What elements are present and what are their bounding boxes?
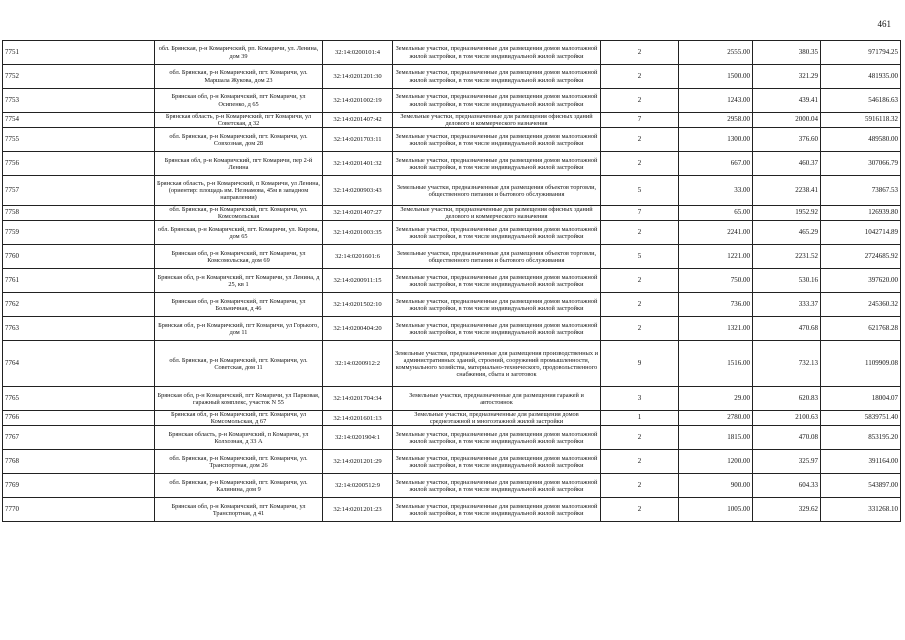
specific-value-cell: 325.97 (753, 450, 821, 474)
area-cell: 1516.00 (679, 341, 753, 387)
use-group-cell: 2 (601, 152, 679, 176)
table-row (3, 387, 901, 411)
cadastral-number-cell: 32:14:0201201:30 (323, 65, 393, 89)
cadastral-number-cell: 32:14:0200911:15 (323, 269, 393, 293)
use-group-cell: 7 (601, 206, 679, 221)
use-group-cell: 9 (601, 341, 679, 387)
cadastral-value-cell: 1042714.89 (821, 221, 901, 245)
row-number: 7765 (3, 387, 155, 411)
cadastral-number-cell: 32:14:0201601:6 (323, 245, 393, 269)
row-number: 7752 (3, 65, 155, 89)
area-cell: 1200.00 (679, 450, 753, 474)
area-cell: 65.00 (679, 206, 753, 221)
cadastral-value-cell: 2724685.92 (821, 245, 901, 269)
row-number: 7768 (3, 450, 155, 474)
cadastral-value-cell: 245360.32 (821, 293, 901, 317)
area-cell: 2780.00 (679, 411, 753, 426)
cadastral-number-cell: 32:14:0201401:32 (323, 152, 393, 176)
land-use-cell: Земельные участки, предназначенные для размещения домов малоэтажной жилой застройки, в том числе индивидуальной жилой застройки (393, 450, 601, 474)
address-cell: Брянская область, р-н Комаричский, п Комаричи, ул Ленина, (ориентир: площадь им. Незнамова, 45м в западном направлении) (155, 176, 323, 206)
land-use-cell: Земельные участки, предназначенные для размещения домов малоэтажной жилой застройки, в том числе индивидуальной жилой застройки (393, 317, 601, 341)
cadastral-value-cell: 307066.79 (821, 152, 901, 176)
page-number: 461 (877, 19, 891, 29)
land-use-cell: Земельные участки, предназначенные для размещения офисных зданий делового и коммерческого назначения (393, 206, 601, 221)
specific-value-cell: 321.29 (753, 65, 821, 89)
table-row (3, 176, 901, 206)
specific-value-cell: 2000.04 (753, 113, 821, 128)
cadastral-number-cell: 32:14:0200912:2 (323, 341, 393, 387)
cadastral-number-cell: 32:14:0201601:13 (323, 411, 393, 426)
address-cell: Брянская обл, р-н Комаричский, пгт Комаричи, ул Больничная, д 46 (155, 293, 323, 317)
cadastral-number-cell: 32:14:0201407:27 (323, 206, 393, 221)
row-number: 7766 (3, 411, 155, 426)
specific-value-cell: 465.29 (753, 221, 821, 245)
cadastral-value-cell: 331268.10 (821, 498, 901, 522)
address-cell: обл. Брянская, р-н Комаричский, пгт. Комаричи, ул. Советская, дом 11 (155, 341, 323, 387)
use-group-cell: 5 (601, 245, 679, 269)
table-row (3, 269, 901, 293)
area-cell: 900.00 (679, 474, 753, 498)
row-number: 7759 (3, 221, 155, 245)
row-number: 7754 (3, 113, 155, 128)
table-row (3, 450, 901, 474)
use-group-cell: 5 (601, 176, 679, 206)
address-cell: Брянская обл, р-н Комаричский, пгт Комаричи, пер 2-й Ленина (155, 152, 323, 176)
specific-value-cell: 376.60 (753, 128, 821, 152)
land-use-cell: Земельные участки, предназначенные для размещения производственных и административных зданий, строений, сооружений промышленности, коммунального хозяйства, материально-технического, продовольственного снабжения, сбыта и заготовок (393, 341, 601, 387)
cadastral-number-cell: 32:14:0200404:20 (323, 317, 393, 341)
cadastral-number-cell: 32:14:0200101:4 (323, 41, 393, 65)
specific-value-cell: 329.62 (753, 498, 821, 522)
row-number: 7769 (3, 474, 155, 498)
use-group-cell: 2 (601, 89, 679, 113)
cadastral-number-cell: 32:14:0201502:10 (323, 293, 393, 317)
table-row (3, 341, 901, 387)
table-row (3, 128, 901, 152)
row-number: 7761 (3, 269, 155, 293)
specific-value-cell: 470.68 (753, 317, 821, 341)
address-cell: Брянская обл, р-н Комаричский, пгт Комаричи, ул Горького, дом 11 (155, 317, 323, 341)
specific-value-cell: 530.16 (753, 269, 821, 293)
area-cell: 2958.00 (679, 113, 753, 128)
cadastral-number-cell: 32:14:0201003:35 (323, 221, 393, 245)
area-cell: 33.00 (679, 176, 753, 206)
cadastral-number-cell: 32:14:0201407:42 (323, 113, 393, 128)
use-group-cell: 2 (601, 450, 679, 474)
row-number: 7767 (3, 426, 155, 450)
use-group-cell: 2 (601, 221, 679, 245)
address-cell: обл. Брянская, р-н Комаричский, рп. Комаричи, ул. Ленина, дом 39 (155, 41, 323, 65)
specific-value-cell: 732.13 (753, 341, 821, 387)
cadastral-value-cell: 546186.63 (821, 89, 901, 113)
cadastral-value-cell: 397620.00 (821, 269, 901, 293)
land-use-cell: Земельные участки, предназначенные для размещения домов малоэтажной жилой застройки, в том числе индивидуальной жилой застройки (393, 65, 601, 89)
area-cell: 1221.00 (679, 245, 753, 269)
specific-value-cell: 1952.92 (753, 206, 821, 221)
table-row (3, 474, 901, 498)
address-cell: Брянская область, р-н Комаричский, п Комаричи, ул Колхозная, д 33 А (155, 426, 323, 450)
table-row (3, 113, 901, 128)
use-group-cell: 2 (601, 65, 679, 89)
table-row (3, 65, 901, 89)
address-cell: Брянская обл, р-н Комаричский, пгт Комаричи, ул Ленина, д 25, кв 1 (155, 269, 323, 293)
table-row (3, 317, 901, 341)
address-cell: обл. Брянская, р-н Комаричский, пгт. Комаричи, ул. Транспортная, дом 26 (155, 450, 323, 474)
cadastral-value-cell: 391164.00 (821, 450, 901, 474)
table-row (3, 498, 901, 522)
specific-value-cell: 470.08 (753, 426, 821, 450)
cadastral-value-cell: 481935.00 (821, 65, 901, 89)
row-number: 7751 (3, 41, 155, 65)
use-group-cell: 2 (601, 317, 679, 341)
table-row (3, 293, 901, 317)
table-row (3, 411, 901, 426)
table-row (3, 221, 901, 245)
cadastral-value-cell: 489580.00 (821, 128, 901, 152)
area-cell: 1815.00 (679, 426, 753, 450)
use-group-cell: 2 (601, 474, 679, 498)
address-cell: Брянская обл, р-н Комаричский, пгт Комаричи, ул Транспортная, д 41 (155, 498, 323, 522)
specific-value-cell: 333.37 (753, 293, 821, 317)
cadastral-value-table (2, 40, 901, 522)
use-group-cell: 2 (601, 426, 679, 450)
address-cell: Брянская обл, р-н Комаричский, пгт Комаричи, ул Комсомольская, дом 69 (155, 245, 323, 269)
area-cell: 1300.00 (679, 128, 753, 152)
cadastral-value-cell: 5839751.40 (821, 411, 901, 426)
table-row (3, 89, 901, 113)
specific-value-cell: 2231.52 (753, 245, 821, 269)
land-use-cell: Земельные участки, предназначенные для размещения объектов торговли, общественного питания и бытового обслуживания (393, 176, 601, 206)
land-use-cell: Земельные участки, предназначенные для размещения домов малоэтажной жилой застройки, в том числе индивидуальной жилой застройки (393, 41, 601, 65)
land-use-cell: Земельные участки, предназначенные для размещения домов малоэтажной жилой застройки, в том числе индивидуальной жилой застройки (393, 293, 601, 317)
specific-value-cell: 460.37 (753, 152, 821, 176)
table-row (3, 245, 901, 269)
area-cell: 750.00 (679, 269, 753, 293)
cadastral-value-cell: 853195.20 (821, 426, 901, 450)
row-number: 7757 (3, 176, 155, 206)
land-use-cell: Земельные участки, предназначенные для размещения домов малоэтажной жилой застройки, в том числе индивидуальной жилой застройки (393, 426, 601, 450)
area-cell: 667.00 (679, 152, 753, 176)
row-number: 7764 (3, 341, 155, 387)
area-cell: 2241.00 (679, 221, 753, 245)
cadastral-value-cell: 5916118.32 (821, 113, 901, 128)
specific-value-cell: 2238.41 (753, 176, 821, 206)
land-use-cell: Земельные участки, предназначенные для размещения объектов торговли, общественного питания и бытового обслуживания (393, 245, 601, 269)
address-cell: обл. Брянская, р-н Комаричский, пгт. Комаричи, ул. Кирова, дом 65 (155, 221, 323, 245)
use-group-cell: 3 (601, 387, 679, 411)
row-number: 7763 (3, 317, 155, 341)
land-use-cell: Земельные участки, предназначенные для размещения домов малоэтажной жилой застройки, в том числе индивидуальной жилой застройки (393, 89, 601, 113)
specific-value-cell: 439.41 (753, 89, 821, 113)
cadastral-number-cell: 32:14:0200903:43 (323, 176, 393, 206)
table-row (3, 152, 901, 176)
address-cell: Брянская обл, р-н Комаричский, пгт Комаричи, ул Парковая, гаражный комплекс, участок N 55 (155, 387, 323, 411)
land-use-cell: Земельные участки, предназначенные для размещения домов малоэтажной жилой застройки, в том числе индивидуальной жилой застройки (393, 498, 601, 522)
land-use-cell: Земельные участки, предназначенные для размещения гаражей и автостоянок (393, 387, 601, 411)
table-row (3, 206, 901, 221)
area-cell: 29.00 (679, 387, 753, 411)
row-number: 7756 (3, 152, 155, 176)
specific-value-cell: 380.35 (753, 41, 821, 65)
area-cell: 736.00 (679, 293, 753, 317)
row-number: 7755 (3, 128, 155, 152)
land-use-cell: Земельные участки, предназначенные для размещения офисных зданий делового и коммерческого назначения (393, 113, 601, 128)
area-cell: 1321.00 (679, 317, 753, 341)
use-group-cell: 7 (601, 113, 679, 128)
cadastral-value-cell: 126939.80 (821, 206, 901, 221)
cadastral-number-cell: 32:14:0201201:29 (323, 450, 393, 474)
cadastral-number-cell: 32:14:0201704:34 (323, 387, 393, 411)
use-group-cell: 2 (601, 269, 679, 293)
use-group-cell: 1 (601, 411, 679, 426)
cadastral-value-cell: 543897.00 (821, 474, 901, 498)
address-cell: Брянская область, р-н Комаричский, пгт Комаричи, ул Советская, д 32 (155, 113, 323, 128)
land-use-cell: Земельные участки, предназначенные для размещения домов среднеэтажной и многоэтажной жилой застройки (393, 411, 601, 426)
cadastral-value-cell: 971794.25 (821, 41, 901, 65)
address-cell: обл. Брянская, р-н Комаричский, пгт. Комаричи, ул. Калинина, дом 9 (155, 474, 323, 498)
specific-value-cell: 620.83 (753, 387, 821, 411)
use-group-cell: 2 (601, 498, 679, 522)
address-cell: Брянская обл, р-н Комаричский, пгт. Комаричи, ул Комсомольская, д 67 (155, 411, 323, 426)
land-use-cell: Земельные участки, предназначенные для размещения домов малоэтажной жилой застройки, в том числе индивидуальной жилой застройки (393, 128, 601, 152)
cadastral-number-cell: 32:14:0201703:11 (323, 128, 393, 152)
cadastral-value-cell: 18004.07 (821, 387, 901, 411)
row-number: 7762 (3, 293, 155, 317)
specific-value-cell: 604.33 (753, 474, 821, 498)
use-group-cell: 2 (601, 128, 679, 152)
specific-value-cell: 2100.63 (753, 411, 821, 426)
cadastral-value-cell: 621768.28 (821, 317, 901, 341)
address-cell: обл. Брянская, р-н Комаричский, пгт. Комаричи, ул. Маршала Жукова, дом 23 (155, 65, 323, 89)
area-cell: 2555.00 (679, 41, 753, 65)
cadastral-number-cell: 32:14:0201002:19 (323, 89, 393, 113)
address-cell: Брянская обл, р-н Комаричский, пгт Комаричи, ул Осипенко, д 65 (155, 89, 323, 113)
land-use-cell: Земельные участки, предназначенные для размещения домов малоэтажной жилой застройки, в том числе индивидуальной жилой застройки (393, 474, 601, 498)
row-number: 7758 (3, 206, 155, 221)
cadastral-value-cell: 73867.53 (821, 176, 901, 206)
table-row (3, 41, 901, 65)
cadastral-number-cell: 32:14:0201904:1 (323, 426, 393, 450)
cadastral-number-cell: 32:14:0201201:23 (323, 498, 393, 522)
cadastral-number-cell: 32:14:0200512:9 (323, 474, 393, 498)
land-use-cell: Земельные участки, предназначенные для размещения домов малоэтажной жилой застройки, в том числе индивидуальной жилой застройки (393, 152, 601, 176)
land-use-cell: Земельные участки, предназначенные для размещения домов малоэтажной жилой застройки, в том числе индивидуальной жилой застройки (393, 269, 601, 293)
land-use-cell: Земельные участки, предназначенные для размещения домов малоэтажной жилой застройки, в том числе индивидуальной жилой застройки (393, 221, 601, 245)
cadastral-value-cell: 1109909.08 (821, 341, 901, 387)
area-cell: 1005.00 (679, 498, 753, 522)
row-number: 7760 (3, 245, 155, 269)
row-number: 7753 (3, 89, 155, 113)
address-cell: обл. Брянская, р-н Комаричский, пгт. Комаричи, ул. Комсомольская (155, 206, 323, 221)
table-row (3, 426, 901, 450)
area-cell: 1243.00 (679, 89, 753, 113)
address-cell: обл. Брянская, р-н Комаричский, пгт. Комаричи, ул. Совхозная, дом 28 (155, 128, 323, 152)
row-number: 7770 (3, 498, 155, 522)
area-cell: 1500.00 (679, 65, 753, 89)
use-group-cell: 2 (601, 41, 679, 65)
use-group-cell: 2 (601, 293, 679, 317)
